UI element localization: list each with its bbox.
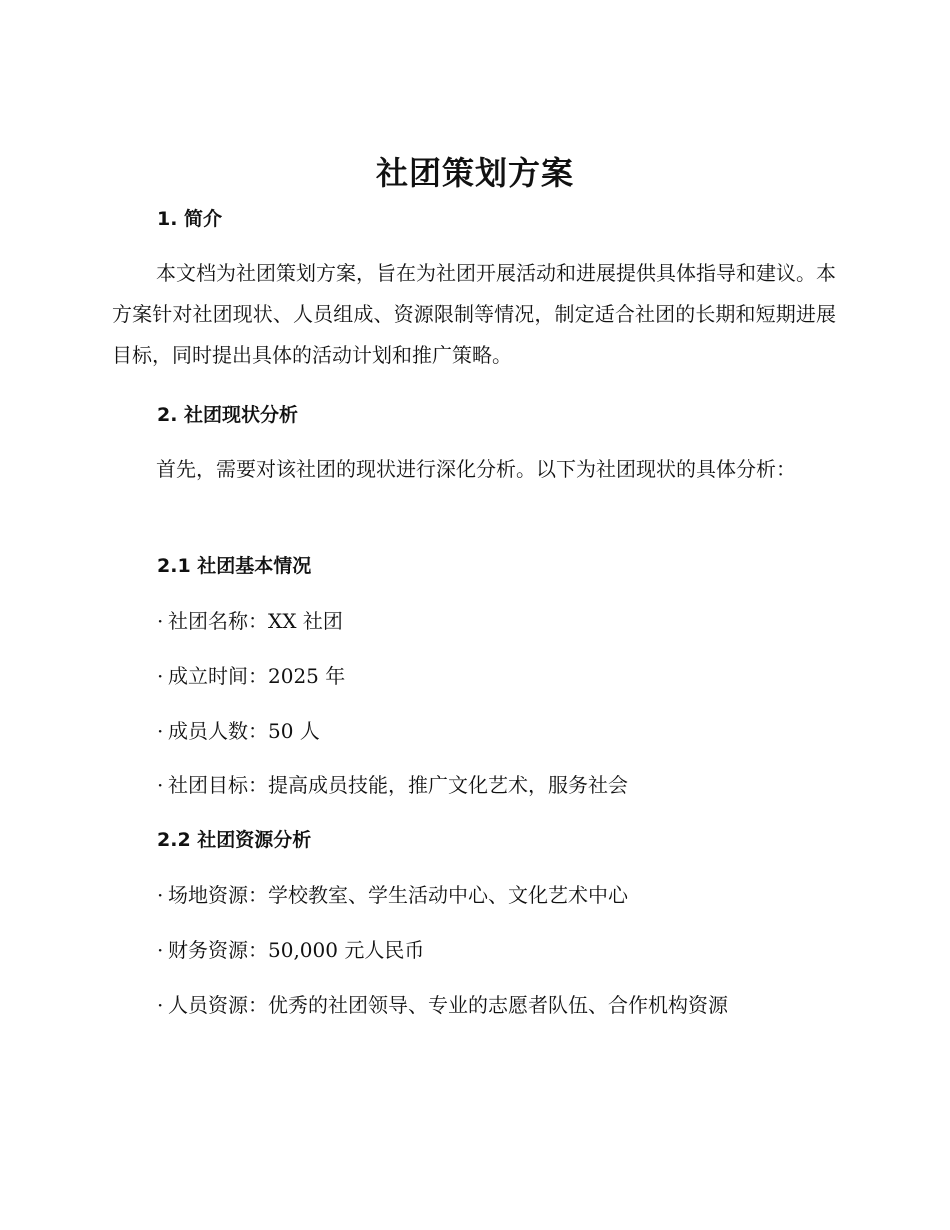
bullet-dot: · [157, 773, 164, 797]
list-item [157, 607, 343, 635]
bullet-dot: · [157, 609, 164, 633]
list-item-text: 社团目标：提高成员技能，推广文化艺术，服务社会 [168, 773, 628, 797]
status-paragraph: 首先，需要对该社团的现状进行深化分析。以下为社团现状的具体分析： [156, 457, 796, 481]
list-item [157, 936, 424, 964]
section-heading-intro: 1. 简介 [157, 208, 223, 230]
bullet-dot: · [157, 883, 164, 907]
list-item-text: 成立时间：2025 年 [168, 664, 346, 688]
list-item-text: 财务资源：50,000 元人民币 [168, 938, 425, 962]
list-item [157, 662, 345, 690]
bullet-dot: · [157, 938, 164, 962]
document-title: 社团策划方案 [375, 154, 574, 192]
section-heading-resources: 2.2 社团资源分析 [157, 829, 312, 851]
list-item [157, 881, 628, 909]
list-item-text: 场地资源：学校教室、学生活动中心、文化艺术中心 [168, 883, 628, 907]
bullet-dot: · [157, 719, 164, 743]
list-item-text: 人员资源：优秀的社团领导、专业的志愿者队伍、合作机构资源 [168, 993, 728, 1017]
list-item-text: 社团名称：XX 社团 [168, 609, 343, 633]
list-item [157, 991, 728, 1019]
section-heading-basic-info: 2.1 社团基本情况 [157, 555, 312, 577]
intro-paragraph: 本文档为社团策划方案，旨在为社团开展活动和进展提供具体指导和建议。本方案针对社团现状、人员组成、资源限制等情况，制定适合社团的长期和短期进展目标，同时提出具体的活动计划和推广策略。 [112, 261, 836, 367]
list-item [157, 771, 628, 799]
list-item-text: 成员人数：50 人 [168, 719, 320, 743]
section-heading-status: 2. 社团现状分析 [157, 404, 299, 426]
list-item [157, 717, 320, 745]
bullet-dot: · [157, 664, 164, 688]
bullet-dot: · [157, 993, 164, 1017]
